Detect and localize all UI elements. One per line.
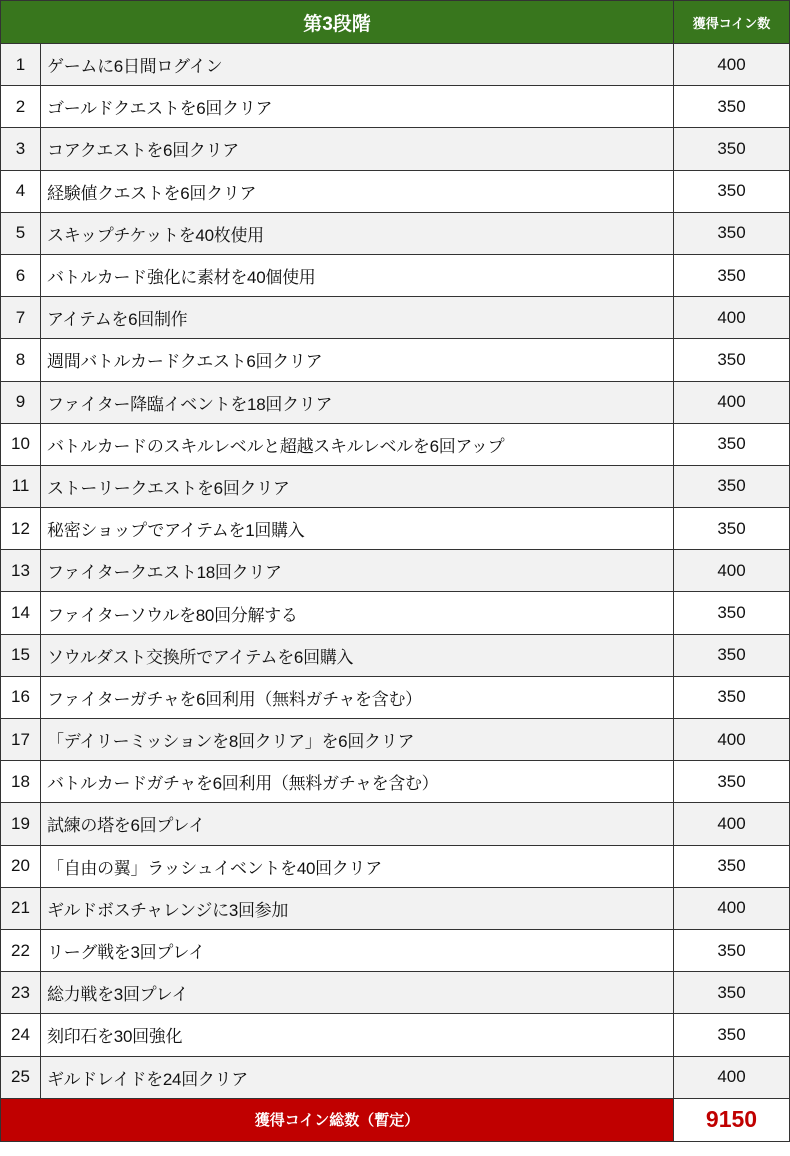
table-row — [1, 170, 790, 212]
coin-value: 350 — [674, 212, 790, 254]
table-row — [1, 339, 790, 381]
coin-value: 350 — [674, 128, 790, 170]
mission-text: 試練の塔を6回プレイ — [41, 803, 674, 845]
row-number: 16 — [1, 676, 41, 718]
table-row — [1, 972, 790, 1014]
table-row — [1, 423, 790, 465]
coin-value: 350 — [674, 86, 790, 128]
coin-value: 350 — [674, 170, 790, 212]
total-value: 9150 — [674, 1098, 790, 1141]
coin-value: 350 — [674, 1014, 790, 1056]
table-row — [1, 1056, 790, 1098]
table-row — [1, 887, 790, 929]
row-number: 15 — [1, 634, 41, 676]
table-row — [1, 297, 790, 339]
mission-text: バトルカードガチャを6回利用（無料ガチャを含む） — [41, 761, 674, 803]
coin-value: 400 — [674, 381, 790, 423]
row-number: 19 — [1, 803, 41, 845]
mission-text: 「デイリーミッションを8回クリア」を6回クリア — [41, 719, 674, 761]
row-number: 9 — [1, 381, 41, 423]
mission-text: ストーリークエストを6回クリア — [41, 465, 674, 507]
table-row — [1, 86, 790, 128]
total-label: 獲得コイン総数（暫定） — [1, 1098, 674, 1141]
mission-text: 刻印石を30回強化 — [41, 1014, 674, 1056]
table-row — [1, 845, 790, 887]
mission-text: ファイタークエスト18回クリア — [41, 550, 674, 592]
table-row — [1, 254, 790, 296]
mission-text: 秘密ショップでアイテムを1回購入 — [41, 508, 674, 550]
coin-value: 400 — [674, 1056, 790, 1098]
mission-text: 経験値クエストを6回クリア — [41, 170, 674, 212]
row-number: 10 — [1, 423, 41, 465]
table-row — [1, 550, 790, 592]
mission-text: コアクエストを6回クリア — [41, 128, 674, 170]
mission-text: リーグ戦を3回プレイ — [41, 929, 674, 971]
row-number: 20 — [1, 845, 41, 887]
mission-text: ギルドレイドを24回クリア — [41, 1056, 674, 1098]
table-row — [1, 465, 790, 507]
mission-text: ファイター降臨イベントを18回クリア — [41, 381, 674, 423]
row-number: 18 — [1, 761, 41, 803]
table-row — [1, 128, 790, 170]
mission-text: ゴールドクエストを6回クリア — [41, 86, 674, 128]
mission-text: 週間バトルカードクエスト6回クリア — [41, 339, 674, 381]
row-number: 4 — [1, 170, 41, 212]
mission-text: バトルカード強化に素材を40個使用 — [41, 254, 674, 296]
row-number: 17 — [1, 719, 41, 761]
coin-value: 350 — [674, 845, 790, 887]
mission-text: スキップチケットを40枚使用 — [41, 212, 674, 254]
table-row — [1, 929, 790, 971]
header-row — [1, 1, 790, 44]
table-row — [1, 508, 790, 550]
row-number: 21 — [1, 887, 41, 929]
coin-value: 400 — [674, 719, 790, 761]
coin-value: 350 — [674, 339, 790, 381]
coin-value: 350 — [674, 423, 790, 465]
stage-title: 第3段階 — [1, 1, 674, 44]
coin-value: 350 — [674, 254, 790, 296]
row-number: 1 — [1, 44, 41, 86]
table-row — [1, 676, 790, 718]
row-number: 23 — [1, 972, 41, 1014]
table-row — [1, 634, 790, 676]
coin-value: 400 — [674, 803, 790, 845]
coin-value: 400 — [674, 44, 790, 86]
table-row — [1, 44, 790, 86]
mission-text: 「自由の翼」ラッシュイベントを40回クリア — [41, 845, 674, 887]
mission-text: ギルドボスチャレンジに3回参加 — [41, 887, 674, 929]
row-number: 5 — [1, 212, 41, 254]
row-number: 8 — [1, 339, 41, 381]
row-number: 7 — [1, 297, 41, 339]
mission-text: ファイターガチャを6回利用（無料ガチャを含む） — [41, 676, 674, 718]
coin-value: 350 — [674, 634, 790, 676]
mission-text: ソウルダスト交換所でアイテムを6回購入 — [41, 634, 674, 676]
mission-text: 総力戦を3回プレイ — [41, 972, 674, 1014]
coin-value: 350 — [674, 972, 790, 1014]
table-row — [1, 803, 790, 845]
row-number: 11 — [1, 465, 41, 507]
coin-value: 400 — [674, 297, 790, 339]
row-number: 12 — [1, 508, 41, 550]
table-row — [1, 1014, 790, 1056]
coin-value: 350 — [674, 508, 790, 550]
coin-value: 400 — [674, 887, 790, 929]
coin-value: 350 — [674, 761, 790, 803]
table-row — [1, 381, 790, 423]
coin-value: 350 — [674, 592, 790, 634]
table-row — [1, 212, 790, 254]
row-number: 22 — [1, 929, 41, 971]
row-number: 13 — [1, 550, 41, 592]
coin-value: 350 — [674, 676, 790, 718]
mission-text: アイテムを6回制作 — [41, 297, 674, 339]
row-number: 25 — [1, 1056, 41, 1098]
row-number: 3 — [1, 128, 41, 170]
mission-text: ファイターソウルを80回分解する — [41, 592, 674, 634]
row-number: 2 — [1, 86, 41, 128]
coin-value: 350 — [674, 929, 790, 971]
table-row — [1, 592, 790, 634]
coin-value: 400 — [674, 550, 790, 592]
table-row — [1, 719, 790, 761]
table-row — [1, 761, 790, 803]
row-number: 24 — [1, 1014, 41, 1056]
mission-text: ゲームに6日間ログイン — [41, 44, 674, 86]
total-row — [1, 1098, 790, 1141]
row-number: 6 — [1, 254, 41, 296]
coins-header: 獲得コイン数 — [674, 1, 790, 44]
coin-value: 350 — [674, 465, 790, 507]
row-number: 14 — [1, 592, 41, 634]
mission-text: バトルカードのスキルレベルと超越スキルレベルを6回アップ — [41, 423, 674, 465]
